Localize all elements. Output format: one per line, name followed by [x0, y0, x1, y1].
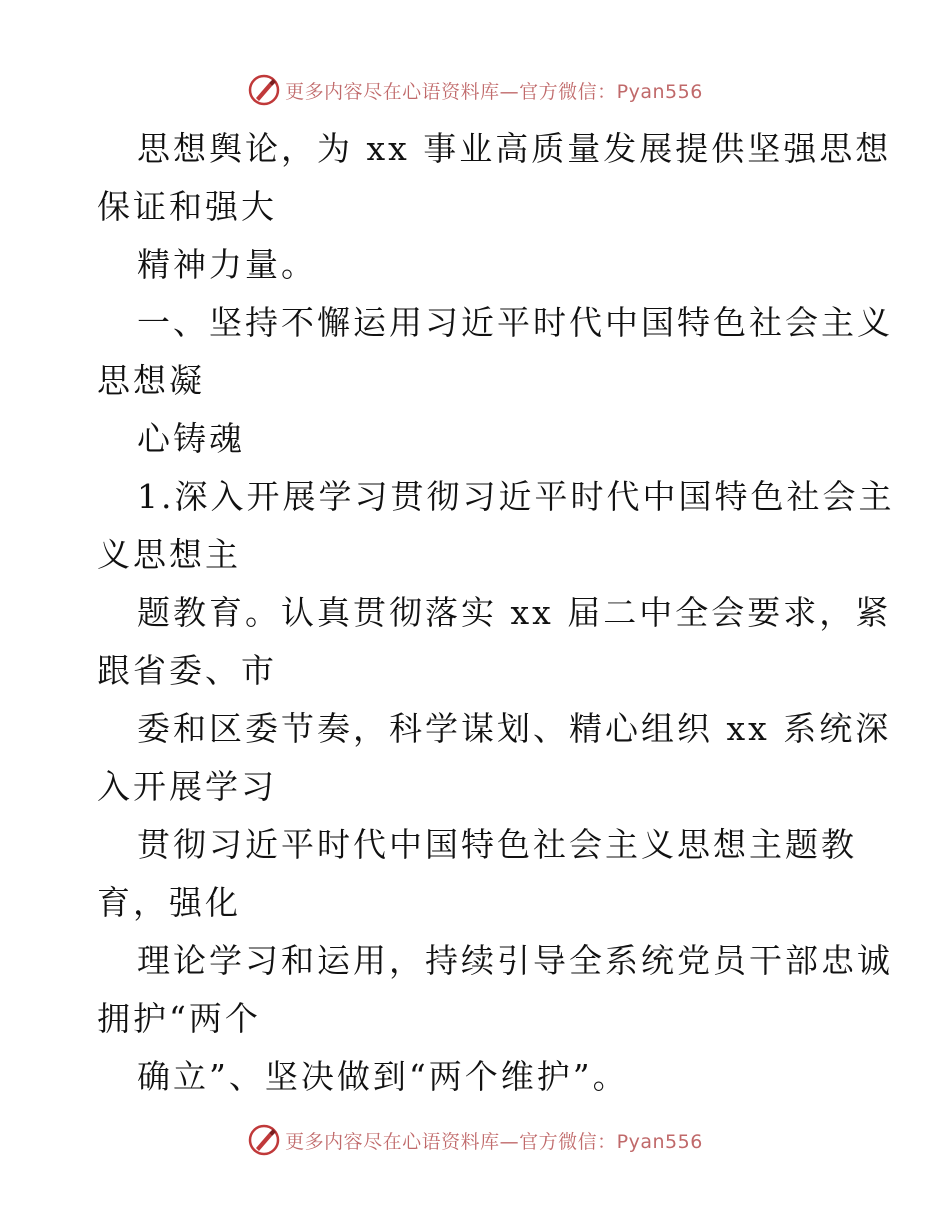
header-banner-text: 更多内容尽在心语资料库—官方微信：Pyan556 [285, 80, 703, 103]
text-line: 理论学习和运用，持续引导全系统党员干部忠诚 [137, 941, 893, 980]
document-body [97, 120, 895, 1106]
pen-logo-icon [247, 73, 281, 107]
text-line: 贯彻习近平时代中国特色社会主义思想主题教 [137, 825, 857, 864]
header-banner [0, 70, 950, 110]
text-line: 保证和强大 [97, 187, 277, 226]
pen-logo-icon [247, 1123, 281, 1157]
section-heading-cont: 思想凝 [97, 361, 205, 400]
text-line: 精神力量。 [137, 245, 317, 284]
footer-banner [0, 1120, 950, 1160]
text-line: 题教育。认真贯彻落实 xx 届二中全会要求，紧 [137, 593, 892, 632]
text-line: 跟省委、市 [97, 651, 277, 690]
subsection-heading: 1.深入开展学习贯彻习近平时代中国特色社会主 [137, 477, 895, 516]
footer-banner-text: 更多内容尽在心语资料库—官方微信：Pyan556 [285, 1130, 703, 1153]
text-line: 委和区委节奏，科学谋划、精心组织 xx 系统深 [137, 709, 892, 748]
text-line: 育，强化 [97, 883, 241, 922]
section-heading: 一、坚持不懈运用习近平时代中国特色社会主义 [137, 303, 893, 342]
text-line: 思想舆论，为 xx 事业高质量发展提供坚强思想 [137, 129, 892, 168]
section-heading-cont: 心铸魂 [137, 419, 245, 458]
text-line: 入开展学习 [97, 767, 277, 806]
text-line: 义思想主 [97, 535, 241, 574]
text-line: 确立”、坚决做到“两个维护”。 [137, 1057, 629, 1096]
text-line: 拥护“两个 [97, 999, 261, 1038]
